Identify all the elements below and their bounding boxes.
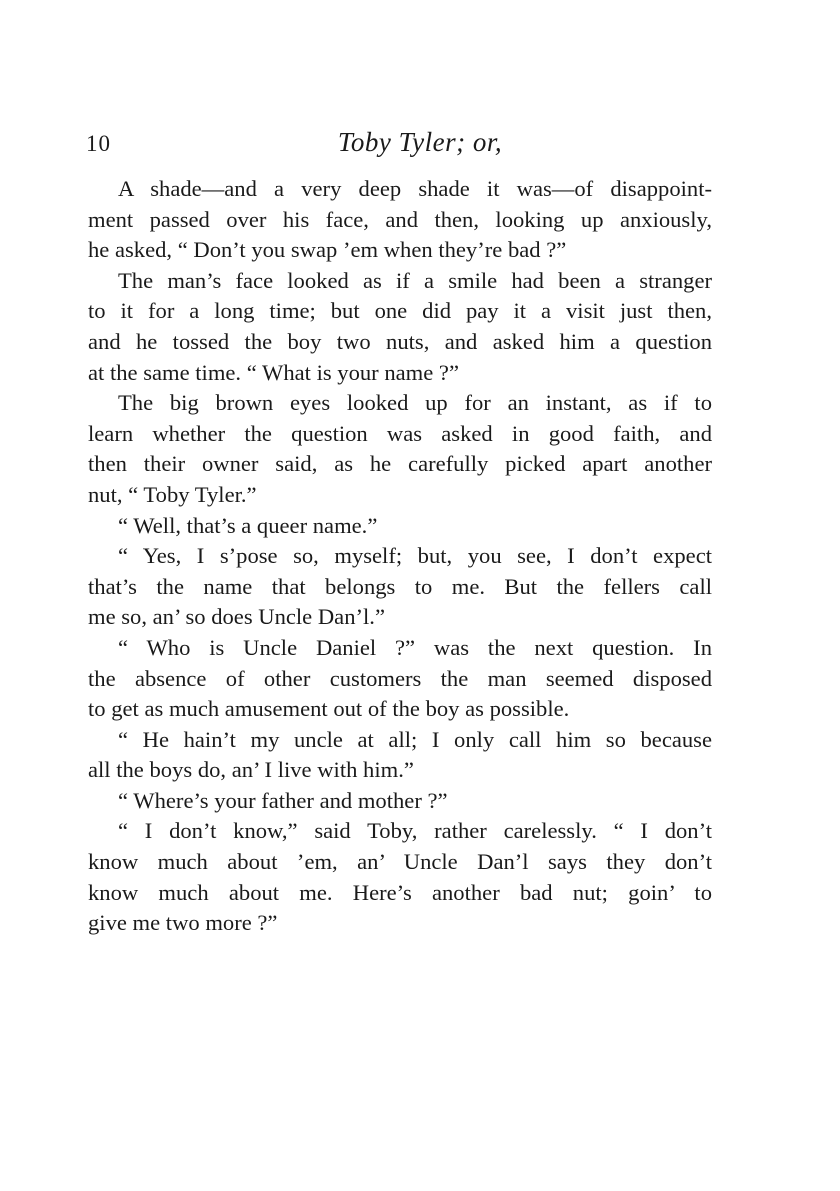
text-line: The man’s face looked as if a smile had been a stranger — [118, 267, 712, 293]
page-number: 10 — [86, 131, 111, 156]
body-text — [88, 174, 712, 939]
text-line: know much about ’em, an’ Uncle Dan’l says they don’t — [88, 849, 712, 875]
text-line: to get as much amusement out of the boy as possible. — [88, 696, 570, 722]
text-line: at the same time. “ What is your name ?” — [88, 359, 459, 385]
text-line: “ Who is Uncle Daniel ?” was the next question. In — [118, 634, 712, 660]
text-line: and he tossed the boy two nuts, and asked him a question — [88, 328, 712, 354]
text-line: “ I don’t know,” said Toby, rather carelessly. “ I don’t — [118, 818, 712, 844]
text-line: the absence of other customers the man seemed disposed — [88, 665, 712, 691]
text-line: nut, “ Toby Tyler.” — [88, 481, 257, 507]
text-line: “ Yes, I s’pose so, myself; but, you see, I don’t expect — [118, 543, 712, 569]
text-line: all the boys do, an’ I live with him.” — [88, 757, 414, 783]
text-line: learn whether the question was asked in good faith, and — [88, 420, 712, 446]
text-line: then their owner said, as he carefully picked apart another — [88, 451, 712, 477]
text-line: “ He hain’t my uncle at all; I only call him so because — [118, 726, 712, 752]
text-line: give me two more ?” — [88, 910, 278, 936]
text-line: The big brown eyes looked up for an instant, as if to — [118, 390, 712, 416]
text-line: “ Where’s your father and mother ?” — [118, 787, 448, 813]
text-line: ment passed over his face, and then, looking up anxiously, — [88, 206, 712, 232]
text-line: know much about me. Here’s another bad nut; goin’ to — [88, 879, 712, 905]
text-line: “ Well, that’s a queer name.” — [118, 512, 378, 538]
text-line: to it for a long time; but one did pay it a visit just then, — [88, 298, 712, 324]
running-title: Toby Tyler; or, — [337, 127, 503, 157]
text-line: he asked, “ Don’t you swap ’em when they’re bad ?” — [88, 237, 567, 263]
text-line: me so, an’ so does Uncle Dan’l.” — [88, 604, 385, 630]
text-line: that’s the name that belongs to me. But the fellers call — [88, 573, 712, 599]
text-line: A shade—and a very deep shade it was—of disappoint- — [118, 176, 712, 201]
